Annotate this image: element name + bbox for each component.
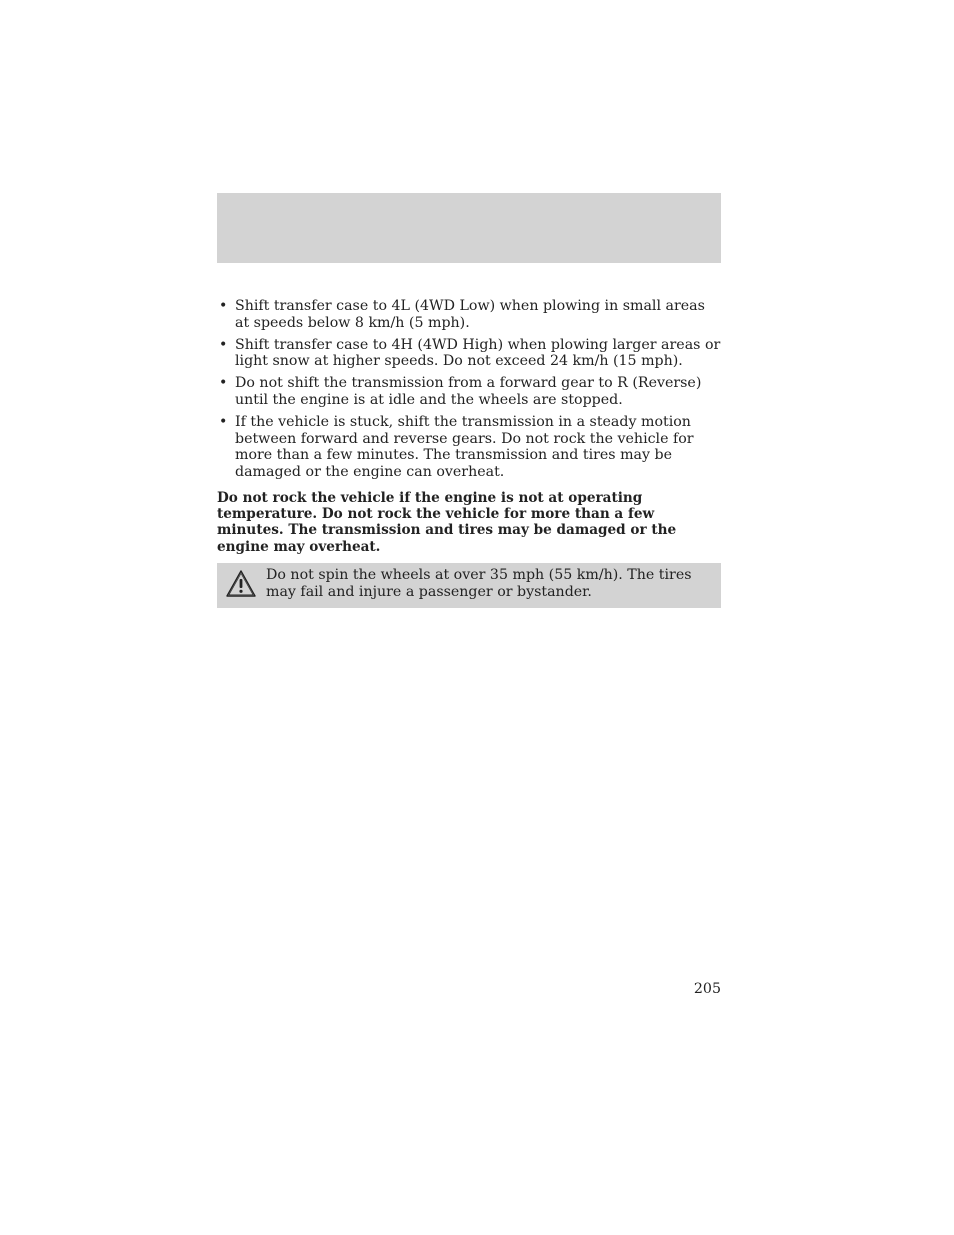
warning-box (217, 563, 721, 608)
header-band (217, 193, 721, 263)
list-item (217, 298, 721, 332)
list-item (217, 375, 721, 409)
bullet-text: If the vehicle is stuck, shift the transmission in a steady motion between forward and reverse gears. Do not rock the vehicle for more than a few minutes. The transmission and tires may be damaged or the engine can overheat. (235, 413, 694, 481)
bullet-dot: • (219, 375, 228, 392)
bullet-text: Shift transfer case to 4L (4WD Low) when plowing in small areas at speeds below 8 km/h (5 mph). (235, 298, 705, 331)
bullet-text: Do not shift the transmission from a forward gear to R (Reverse) until the engine is at idle and the wheels are stopped. (235, 375, 702, 408)
page-content (217, 298, 721, 555)
warning-text: Do not spin the wheels at over 35 mph (55 km/h). The tires may fail and injure a passenger or bystander. (266, 567, 692, 600)
bullet-list (217, 298, 721, 481)
bullet-dot: • (219, 298, 228, 314)
bullet-dot: • (219, 336, 228, 353)
list-item (217, 337, 721, 371)
bold-caution-note: Do not rock the vehicle if the engine is not at operating temperature. Do not rock the vehicle for more than a few minutes. The transmission and tires may be damaged or the engine may overheat. (217, 489, 677, 555)
bullet-text: Shift transfer case to 4H (4WD High) when plowing larger areas or light snow at higher speeds. Do not exceed 24 km/h (15 mph). (235, 336, 721, 370)
list-item (217, 414, 721, 481)
warning-triangle-icon (225, 569, 257, 598)
bullet-dot: • (219, 413, 228, 430)
page-number: 205 (693, 981, 721, 997)
